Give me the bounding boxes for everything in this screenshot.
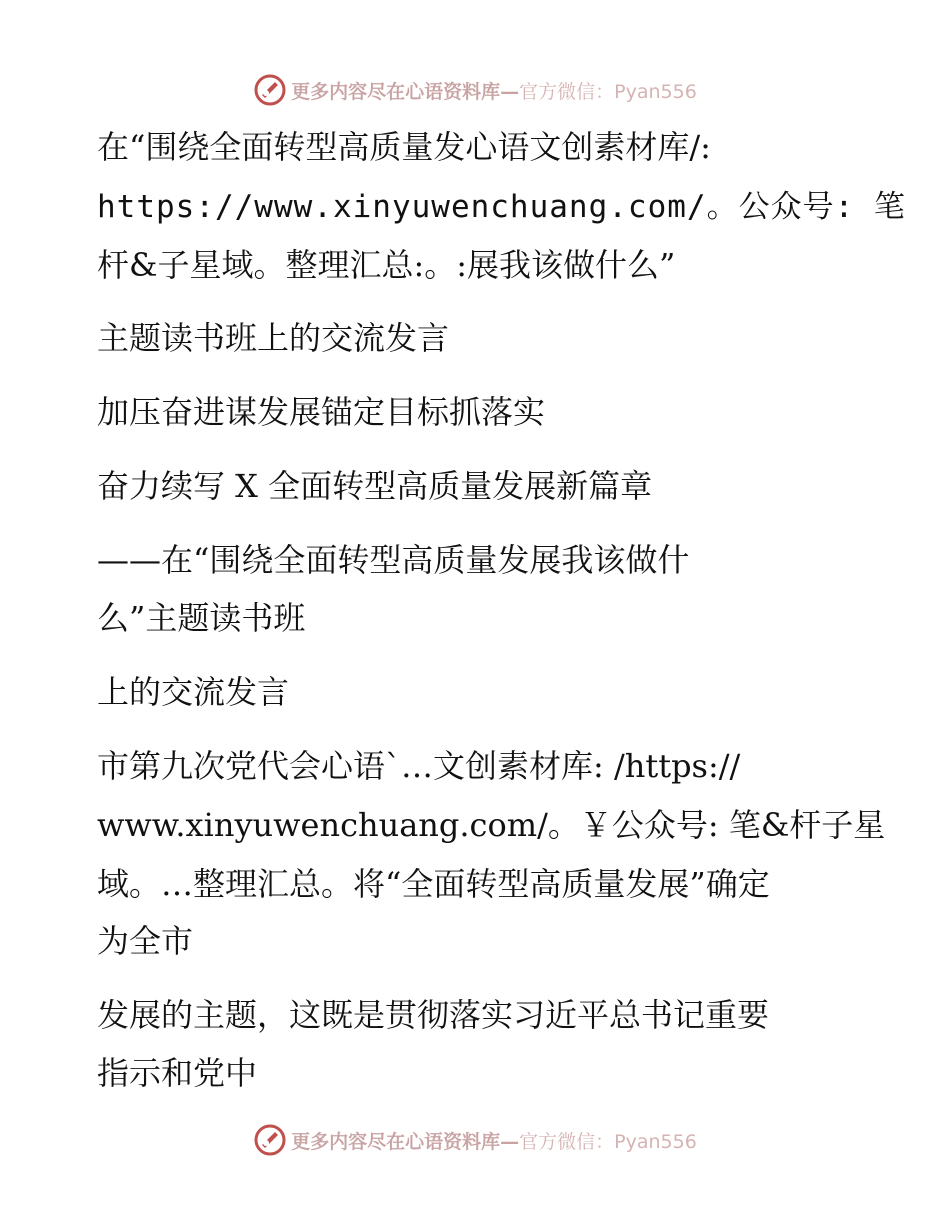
p1-line-1: 在“围绕全面转型高质量发心语文创素材库/: bbox=[97, 128, 711, 166]
footer-banner-text: 更多内容尽在心语资料库—官方微信：Pyan556 bbox=[291, 1130, 697, 1153]
p8-line-2: 指示和党中 bbox=[97, 1054, 258, 1092]
header-banner-text: 更多内容尽在心语资料库—官方微信：Pyan556 bbox=[291, 80, 697, 103]
footer-banner bbox=[0, 1120, 950, 1160]
p6-line-1: 上的交流发言 bbox=[97, 673, 290, 711]
p1-line-2: https://www.xinyuwenchuang.com/。公众号: 笔 bbox=[97, 189, 906, 225]
p7-line-3: 域。…整理汇总。将“全面转型高质量发展”确定 bbox=[97, 865, 770, 903]
p5-line-2: 么”主题读书班 bbox=[97, 599, 306, 637]
p5-line-1: ——在“围绕全面转型高质量发展我该做什 bbox=[97, 541, 690, 579]
p7-line-4: 为全市 bbox=[97, 922, 194, 960]
p7-line-1: 市第九次党代会心语`…文创素材库: /https:// bbox=[97, 747, 741, 785]
p7-line-2: www.xinyuwenchuang.com/。￥公众号: 笔&杆子星 bbox=[97, 806, 886, 844]
header-wechat: 官方微信：Pyan556 bbox=[519, 80, 697, 103]
footer-wechat: 官方微信：Pyan556 bbox=[519, 1130, 697, 1153]
p1-line-3: 杆&子星域。整理汇总:。:展我该做什么” bbox=[97, 246, 676, 284]
p2-line-1: 主题读书班上的交流发言 bbox=[97, 319, 450, 357]
pen-logo-icon bbox=[253, 1123, 287, 1157]
header-banner bbox=[0, 70, 950, 110]
p3-line-1: 加压奋进谋发展锚定目标抓落实 bbox=[97, 393, 546, 431]
p4-line-1: 奋力续写 X 全面转型高质量发展新篇章 bbox=[97, 467, 653, 505]
p8-line-1: 发展的主题，这既是贯彻落实习近平总书记重要 bbox=[97, 996, 770, 1034]
pen-logo-icon bbox=[253, 73, 287, 107]
